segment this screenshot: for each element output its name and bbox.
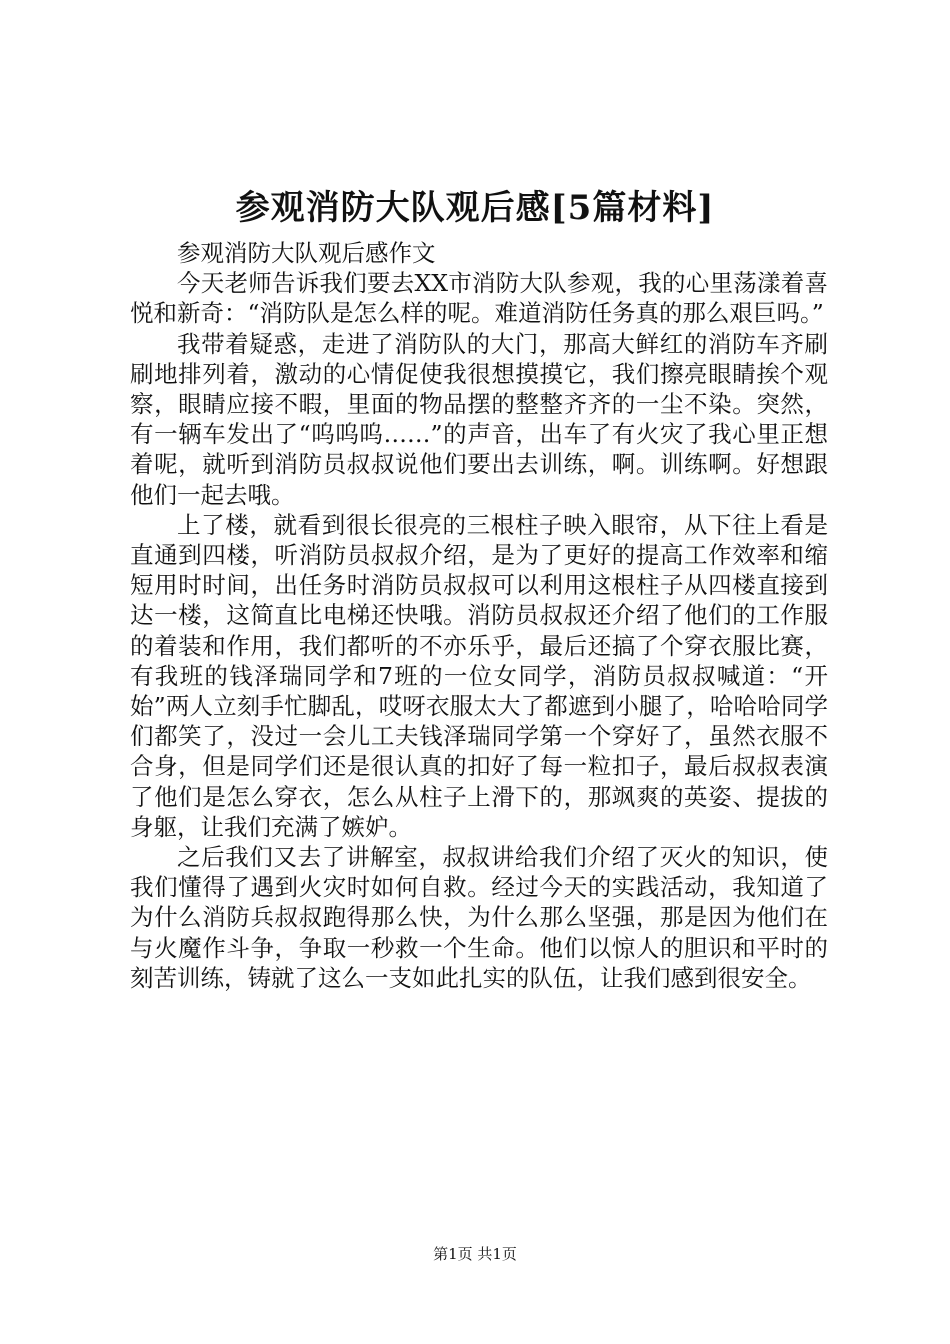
paragraph-4: 之后我们又去了讲解室，叔叔讲给我们介绍了灭火的知识，使我们懂得了遇到火灾时如何自救。经过今天的实践活动，我知道了为什么消防兵叔叔跑得那么快，为什么那么坚强，那是因为他们在与火魔作斗争，争取一秒救一个生命。他们以惊人的胆识和平时的刻苦训练，铸就了这么一支如此扎实的队伍，让我们感到很安全。 bbox=[130, 843, 828, 992]
paragraph-2: 我带着疑惑，走进了消防队的大门，那高大鲜红的消防车齐刷刷地排列着，激动的心情促使我很想摸摸它，我们擦亮眼睛挨个观察，眼睛应接不暇，里面的物品摆的整整齐齐的一尘不染。突然，有一辆车发出了“呜呜呜……”的声音，出车了有火灾了我心里正想着呢，就听到消防员叔叔说他们要出去训练，啊。训练啊。好想跟他们一起去哦。 bbox=[130, 329, 828, 509]
document-body bbox=[130, 238, 828, 993]
page-footer: 第1页 共1页 bbox=[433, 1245, 517, 1263]
paragraph-1: 今天老师告诉我们要去XX市消防大队参观，我的心里荡漾着喜悦和新奇：“消防队是怎么样的呢。难道消防任务真的那么艰巨吗。” bbox=[130, 269, 828, 328]
document-title: 参观消防大队观后感[5篇材料] bbox=[235, 188, 715, 228]
paragraph-3: 上了楼，就看到很长很亮的三根柱子映入眼帘，从下往上看是直通到四楼，听消防员叔叔介绍，是为了更好的提高工作效率和缩短用时时间，出任务时消防员叔叔可以利用这根柱子从四楼直接到达一楼，这简直比电梯还快哦。消防员叔叔还介绍了他们的工作服的着装和作用，我们都听的不亦乐乎，最后还搞了个穿衣服比赛，有我班的钱泽瑞同学和7班的一位女同学，消防员叔叔喊道：“开始”两人立刻手忙脚乱，哎呀衣服太大了都遮到小腿了，哈哈哈同学们都笑了，没过一会儿工夫钱泽瑞同学第一个穿好了，虽然衣服不合身，但是同学们还是很认真的扣好了每一粒扣子，最后叔叔表演了他们是怎么穿衣，怎么从柱子上滑下的，那飒爽的英姿、提拔的身躯，让我们充满了嫉妒。 bbox=[130, 510, 828, 841]
document-subtitle: 参观消防大队观后感作文 bbox=[177, 239, 436, 267]
